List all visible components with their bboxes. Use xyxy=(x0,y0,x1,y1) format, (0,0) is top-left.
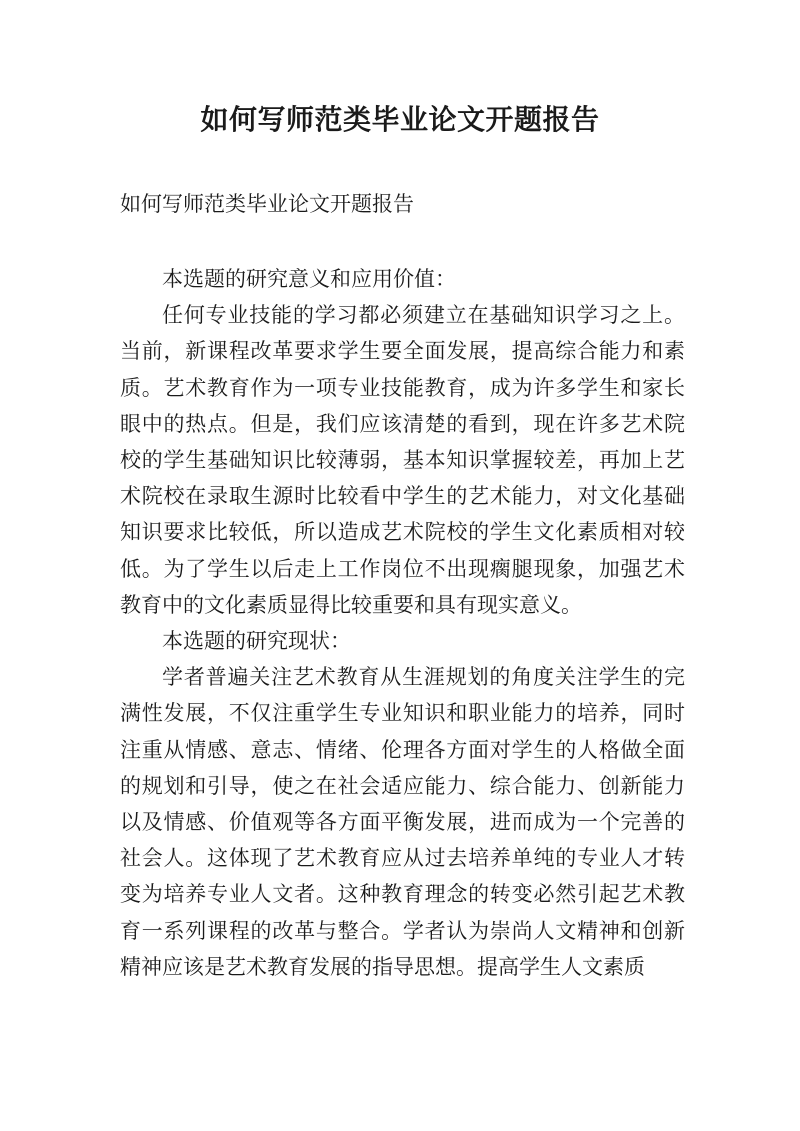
paragraph-status: 学者普遍关注艺术教育从生涯规划的角度关注学生的完满性发展，不仅注重学生专业知识和职业能力的培养，同时注重从情感、意志、情绪、伦理各方面对学生的人格做全面的规划和引导，使之在社会适应能力、综合能力、创新能力以及情感、价值观等各方面平衡发展，进而成为一个完善的社会人。这体现了艺术教育应从过去培养单纯的专业人才转变为培养专业人文者。这种教育理念的转变必然引起艺术教育一系列课程的改革与整合。学者认为崇尚人文精神和创新精神应该是艺术教育发展的指导思想。提高学生人文素质 xyxy=(120,665,685,979)
document-subtitle: 如何写师范类毕业论文开题报告 xyxy=(120,192,414,216)
paragraph-significance: 任何专业技能的学习都必须建立在基础知识学习之上。当前，新课程改革要求学生要全面发展，提高综合能力和素质。艺术教育作为一项专业技能教育，成为许多学生和家长眼中的热点。但是，我们应该清楚的看到，现在许多艺术院校的学生基础知识比较薄弱，基本知识掌握较差，再加上艺术院校在录取生源时比较看中学生的艺术能力，对文化基础知识要求比较低，所以造成艺术院校的学生文化素质相对较低。为了学生以后走上工作岗位不出现瘸腿现象，加强艺术教育中的文化素质显得比较重要和具有现实意义。 xyxy=(120,303,685,617)
document-body xyxy=(120,261,685,985)
section-heading-significance: 本选题的研究意义和应用价值： xyxy=(162,267,456,291)
document-title: 如何写师范类毕业论文开题报告 xyxy=(200,103,600,136)
section-heading-status: 本选题的研究现状： xyxy=(162,629,351,654)
